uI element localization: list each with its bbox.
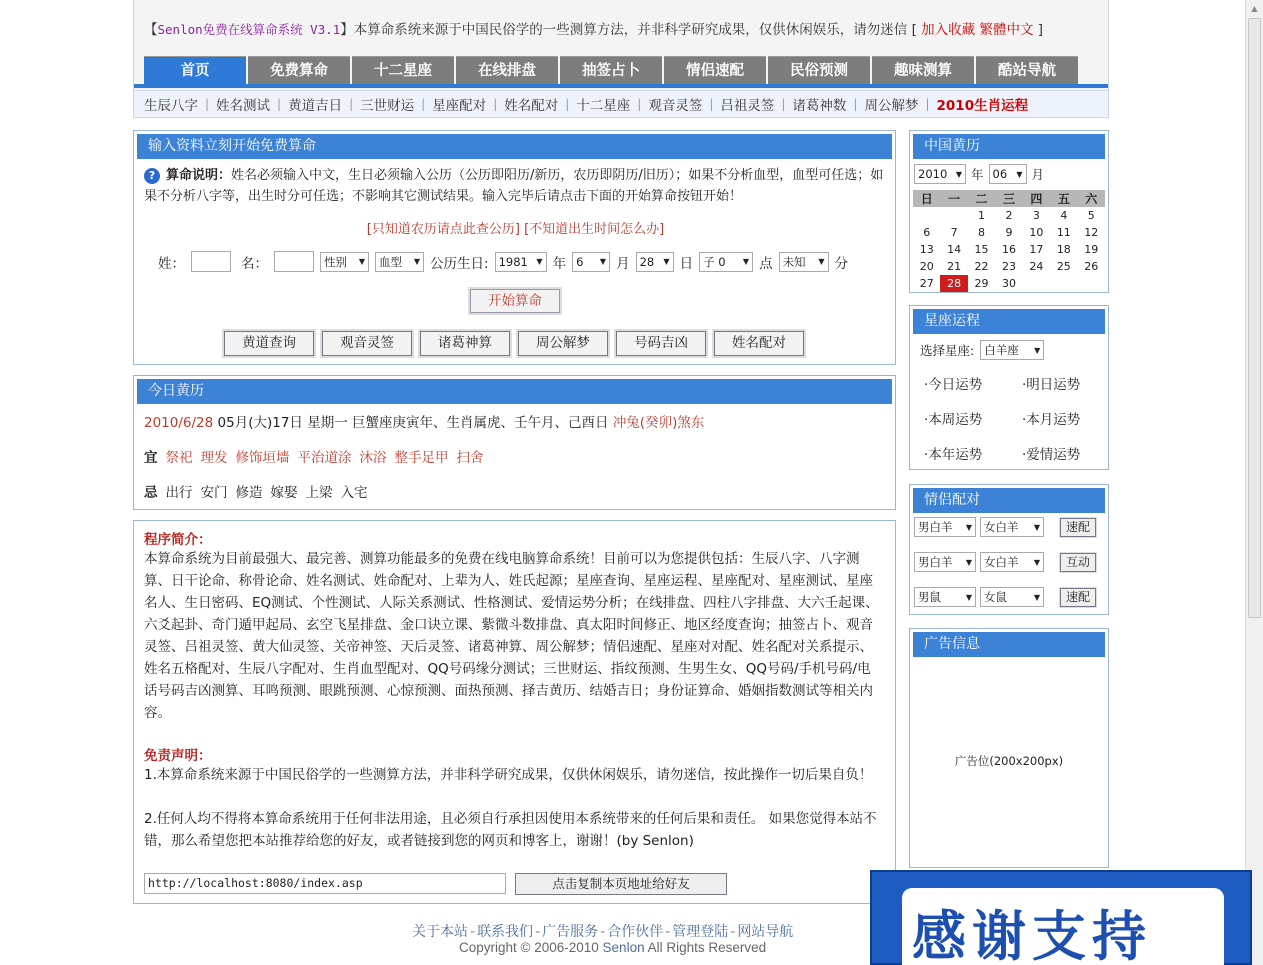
year-select[interactable]: 1981 ▼ (495, 252, 547, 272)
nav-tab-zodiac[interactable]: 十二星座 (352, 56, 454, 85)
nav-tab-divination[interactable]: 抽签占卜 (560, 56, 662, 85)
calendar-grid (913, 190, 1105, 292)
calendar-year-unit: 年 (971, 167, 984, 182)
thanks-banner[interactable] (870, 870, 1252, 965)
calendar-day[interactable]: 27 (919, 277, 934, 290)
add-favorite-link[interactable]: 加入收藏 (921, 22, 976, 38)
subnav-item-2010-zodiac[interactable]: 2010生肖运程 (936, 98, 1029, 114)
lunar-date: 05月(大)17日 星期一 巨蟹座庚寅年、生肖属虎、壬午月、己酉日 (217, 415, 609, 431)
couple-row (914, 552, 1096, 572)
couple-match-panel (909, 484, 1109, 615)
suitable-label: 宜 (144, 450, 158, 466)
female-select[interactable]: 女鼠 ▼ (980, 587, 1044, 607)
calendar-day[interactable]: 16 (1001, 243, 1016, 256)
avoid-line (144, 481, 376, 501)
interact-button[interactable]: 互动 (1060, 553, 1096, 572)
instructions-label: 算命说明： (166, 168, 232, 183)
footer-link[interactable]: 合作伙伴 (607, 924, 664, 940)
avoid-item: 出行 (165, 485, 193, 501)
male-select[interactable]: 男鼠 ▼ (914, 587, 976, 607)
female-select[interactable]: 女白羊 ▼ (980, 517, 1044, 537)
given-name-input[interactable] (274, 251, 314, 272)
quick-button[interactable]: 号码吉凶 (616, 331, 706, 356)
surname-label: 姓： (158, 255, 185, 272)
calendar-day[interactable]: 9 (1005, 226, 1013, 239)
weekday-header: 日 (913, 190, 940, 207)
suitable-item: 平治道涂 (297, 450, 352, 466)
panel-title: 星座运程 (913, 309, 1105, 334)
nav-tab-couple-match[interactable]: 情侣速配 (664, 56, 766, 85)
calendar-day[interactable]: 3 (1032, 209, 1040, 222)
year-fortune-link[interactable]: ·本年运势 (924, 447, 983, 463)
day-select[interactable]: 28 ▼ (636, 252, 674, 272)
weekday-header: 四 (1023, 190, 1050, 207)
calendar-year-select[interactable]: 2010 ▼ (914, 164, 966, 184)
ad-panel (909, 628, 1109, 868)
quick-button[interactable]: 观音灵签 (322, 331, 412, 356)
subnav-item[interactable]: 姓名测试 (216, 98, 271, 114)
calendar-day[interactable]: 8 (978, 226, 986, 239)
surname-input[interactable] (191, 251, 231, 272)
footer-link[interactable]: 网站导航 (737, 924, 794, 940)
suitable-item: 整手足甲 (394, 450, 449, 466)
nav-tab-free-fortune[interactable]: 免费算命 (248, 56, 350, 85)
calendar-day (940, 207, 967, 224)
calendar-day[interactable]: 14 (947, 243, 962, 256)
birthday-label: 公历生日: (430, 255, 489, 272)
calendar-day[interactable]: 24 (1029, 260, 1044, 273)
calendar-month-unit: 月 (1031, 167, 1045, 182)
calendar-day[interactable]: 4 (1060, 209, 1068, 222)
nav-underline (134, 84, 1108, 88)
almanac-date-line (144, 411, 704, 431)
copy-url-button[interactable]: 点击复制本页地址给好友 (515, 873, 727, 895)
birth-form (158, 251, 848, 272)
subnav-item[interactable]: 吕祖灵签 (720, 98, 775, 114)
calendar-day[interactable]: 26 (1084, 260, 1099, 273)
subnav-item[interactable]: 黄道吉日 (288, 98, 343, 114)
calendar-day[interactable]: 20 (919, 260, 934, 273)
calendar-day[interactable]: 21 (947, 260, 962, 273)
quick-buttons (224, 331, 804, 356)
footer-link[interactable]: 联系我们 (477, 924, 534, 940)
panel-title: 中国黄历 (913, 134, 1105, 159)
calendar-day[interactable]: 13 (919, 243, 934, 256)
banner-text: 感谢支持 (912, 904, 1152, 965)
hour-select[interactable]: 子 0 ▼ (699, 252, 753, 272)
calendar-day[interactable]: 17 (1029, 243, 1044, 256)
subnav-item[interactable]: 诸葛神数 (792, 98, 847, 114)
intro-heading: 程序简介： (144, 532, 212, 548)
instructions-text: 姓名必须输入中文，生日必须输入公历（公历即阳历/新历，农历即阴历/旧历）；如果不分析血型，血型可任选；如果不分析八字等，出生时分可任选；不影响其它测试结果。输入完毕后请点击下面的开始算命按钮开始！ (144, 168, 884, 204)
help-icon: ? (144, 168, 160, 184)
intro-text: 本算命系统为目前最强大、最完善、测算功能最多的免费在线电脑算命系统！目前可以为您提供包括：生辰八字、八字测算、日干论命、称骨论命、姓名测试、姓命配对、上辈为人、姓氏起源；星座查询、星座运程、星座配对、星座测试、星座名人、生日密码、EQ测试、个性测试、人际关系测试、性格测试、爱情运势分析；在线排盘、四柱八字排盘、大六壬起课、六爻起卦、奇门遁甲起局、玄空飞星排盘、金口诀立课、紫微斗数排盘、真太阳时间修正、地区经度查询；抽签占卜、观音灵签、吕祖灵签、黄大仙灵签、关帝神签、天后灵签、诸葛神算、周公解梦；情侣速配、星座对对配、姓名配对关系提示、姓名五格配对、生辰八字配对、生肖血型配对、QQ号码缘分测试；三世财运、指纹预测、生男生女、QQ号码/手机号码/电话号码吉凶测算、耳鸣预测、眼跳预测、心惊预测、面热预测、择吉黄历、结婚吉日；身份证算命、婚姻指数测试等相关内容。 (144, 551, 879, 721)
scroll-up-icon[interactable]: ▲ (1251, 4, 1258, 13)
nav-tab-fun-test[interactable]: 趣味测算 (872, 56, 974, 85)
subnav-item[interactable]: 观音灵签 (648, 98, 703, 114)
match-button[interactable]: 速配 (1060, 518, 1096, 537)
calendar-day[interactable]: 25 (1056, 260, 1071, 273)
footer-link[interactable]: 管理登陆 (672, 924, 729, 940)
calendar-day (1023, 275, 1050, 292)
calendar-day[interactable]: 7 (950, 226, 958, 239)
today-almanac-panel (133, 375, 896, 510)
calendar-day-today[interactable]: 28 (940, 275, 967, 292)
avoid-item: 上梁 (305, 485, 333, 501)
calendar-day[interactable]: 5 (1087, 209, 1095, 222)
disclaimer-item-2: 2.任何人均不得将本算命系统用于任何非法用途，且必须自行承担因使用本系统带来的任何后果和责任。 如果您觉得本站不错，那么希望您把本站推荐给您的好友，或者链接到您的网页和博客上，谢谢！(by Senlon) (144, 811, 877, 849)
calendar-day (1078, 275, 1105, 292)
avoid-item: 入宅 (340, 485, 368, 501)
vertical-scrollbar[interactable] (1245, 0, 1263, 965)
tomorrow-fortune-link[interactable]: ·明日运势 (1022, 377, 1081, 393)
calendar-selectors (914, 164, 1044, 184)
bracket-open: 【 (144, 22, 158, 38)
calendar-day[interactable]: 2 (1005, 209, 1013, 222)
panel-title: 今日黄历 (137, 379, 892, 404)
footer-link[interactable]: 广告服务 (542, 924, 599, 940)
page-url-input[interactable]: http://localhost:8080/index.asp (144, 873, 506, 894)
zodiac-select-label: 选择星座: (920, 343, 975, 358)
minute-unit: 分 (834, 255, 849, 272)
subnav-item[interactable]: 星座配对 (432, 98, 487, 114)
disclaimer-heading: 免责声明： (144, 748, 212, 764)
copyright (459, 940, 766, 955)
zodiac-selector (920, 340, 1044, 360)
calendar-day[interactable]: 10 (1029, 226, 1044, 239)
copyright-brand-link[interactable]: Senlon (602, 940, 645, 955)
avoid-item: 安门 (200, 485, 228, 501)
panel-title: 输入资料立刻开始免费算命 (137, 134, 892, 159)
suitable-line (144, 446, 492, 466)
nav-tab-site-guide[interactable]: 酷站导航 (976, 56, 1078, 85)
clash-text: 冲兔(癸卯)煞东 (612, 415, 705, 431)
panel-title: 广告信息 (913, 632, 1105, 657)
calendar-day[interactable]: 19 (1084, 243, 1099, 256)
weekday-header: 五 (1050, 190, 1077, 207)
calendar-day[interactable]: 11 (1056, 226, 1071, 239)
page-header (133, 0, 1109, 118)
subnav-item[interactable]: 三世财运 (360, 98, 415, 114)
year-unit: 年 (552, 255, 567, 272)
lunar-lookup-link[interactable]: [只知道农历请点此查公历] (366, 222, 520, 237)
subnav-item[interactable]: 生辰八字 (144, 98, 198, 114)
calendar-day (913, 207, 940, 224)
footer-link[interactable]: 关于本站 (412, 924, 468, 940)
nav-tab-folk-prediction[interactable]: 民俗预测 (768, 56, 870, 85)
month-fortune-link[interactable]: ·本月运势 (1022, 412, 1081, 428)
suitable-item: 祭祀 (165, 450, 193, 466)
copyright-suffix: All Rights Reserved (644, 940, 767, 955)
calendar-day[interactable]: 23 (1001, 260, 1016, 273)
blood-type-select[interactable]: 血型 ▼ (375, 252, 424, 272)
calendar-month-select[interactable]: 06 ▼ (989, 164, 1027, 184)
male-select[interactable]: 男白羊 ▼ (914, 517, 976, 537)
calendar-day[interactable]: 30 (1001, 277, 1016, 290)
hint-links (134, 218, 897, 237)
calendar-day[interactable]: 18 (1056, 243, 1071, 256)
footer-links: 关于本站 - 联系我们 - 广告服务 - 合作伙伴 - 管理登陆 - 网站导航 (412, 924, 794, 940)
quick-button[interactable]: 黄道查询 (224, 331, 314, 356)
calendar-day[interactable]: 12 (1084, 226, 1099, 239)
given-name-label: 名： (241, 255, 268, 272)
calendar-day[interactable]: 1 (978, 209, 986, 222)
calendar-panel (909, 130, 1109, 293)
avoid-item: 嫁娶 (270, 485, 298, 501)
quick-button[interactable]: 周公解梦 (518, 331, 608, 356)
weekday-header: 六 (1078, 190, 1105, 207)
weekday-header: 二 (968, 190, 995, 207)
quick-button[interactable]: 诸葛神算 (420, 331, 510, 356)
traditional-chinese-link[interactable]: 繁體中文 (979, 22, 1034, 38)
fortune-form-panel (133, 130, 896, 365)
month-select[interactable]: 6 ▼ (572, 252, 610, 272)
couple-row (914, 587, 1096, 607)
quick-button[interactable]: 姓名配对 (714, 331, 804, 356)
disclaimer-item-1: 1.本算命系统来源于中国民俗学的一些测算方法，并非科学研究成果，仅供休闲娱乐，请勿迷信，按此操作一切后果自负！ (144, 767, 873, 783)
weekday-header: 三 (995, 190, 1022, 207)
scrollbar-thumb[interactable] (1248, 18, 1261, 618)
female-select[interactable]: 女白羊 ▼ (980, 552, 1044, 572)
brand-title[interactable]: Senlon免费在线算命系统 V3.1 (157, 22, 341, 37)
day-unit: 日 (679, 255, 694, 272)
calendar-day (1050, 275, 1077, 292)
subnav-item[interactable]: 姓名配对 (504, 98, 559, 114)
suitable-item: 沐浴 (359, 450, 387, 466)
calendar-day[interactable]: 22 (974, 260, 989, 273)
calendar-day[interactable]: 29 (974, 277, 989, 290)
suitable-item: 修饰垣墙 (235, 450, 290, 466)
male-select[interactable]: 男白羊 ▼ (914, 552, 976, 572)
bracket-close-2: ] (1037, 22, 1044, 38)
announcement (144, 18, 1043, 38)
subnav-item[interactable]: 十二星座 (576, 98, 631, 114)
gender-select[interactable]: 性别 ▼ (320, 252, 369, 272)
unknown-time-link[interactable]: [不知道出生时间怎么办] (524, 222, 665, 237)
bracket-open-2: [ (911, 22, 917, 38)
ad-placeholder[interactable]: 广告位(200x200px) (954, 754, 1064, 768)
calendar-day[interactable]: 6 (923, 226, 931, 239)
top-bar (133, 0, 1109, 118)
today-fortune-link[interactable]: ·今日运势 (924, 377, 983, 393)
start-fortune-button[interactable]: 开始算命 (470, 289, 560, 313)
bracket-close: 】 (340, 22, 354, 38)
suitable-item: 扫舍 (456, 450, 484, 466)
zodiac-select[interactable]: 白羊座 ▼ (980, 340, 1044, 360)
zodiac-panel (909, 305, 1109, 470)
weekday-header: 一 (940, 190, 967, 207)
match-button[interactable]: 速配 (1060, 588, 1096, 607)
subnav-item[interactable]: 周公解梦 (864, 98, 919, 114)
minute-select[interactable]: 未知 ▼ (779, 252, 829, 272)
panel-title: 情侣配对 (913, 488, 1105, 513)
nav-tab-online-chart[interactable]: 在线排盘 (456, 56, 558, 85)
sub-nav: 生辰八字 | 姓名测试 | 黄道吉日 | 三世财运 | 星座配对 | 姓名配对 | 十二星座 | 观音灵签 | 吕祖灵签 | 诸葛神数 | 周公解梦 | 2010生肖运程 (134, 90, 1108, 117)
avoid-item: 修造 (235, 485, 263, 501)
love-fortune-link[interactable]: ·爱情运势 (1022, 447, 1081, 463)
month-unit: 月 (616, 255, 630, 272)
almanac-date: 2010/6/28 (144, 415, 214, 431)
hour-unit: 点 (759, 255, 773, 272)
calendar-day[interactable]: 15 (974, 243, 989, 256)
suitable-item: 理发 (200, 450, 228, 466)
intro-panel (133, 520, 896, 904)
week-fortune-link[interactable]: ·本周运势 (924, 412, 983, 428)
nav-tab-home[interactable]: 首页 (144, 56, 246, 85)
notice-text: 本算命系统来源于中国民俗学的一些测算方法，并非科学研究成果，仅供休闲娱乐，请勿迷信 (353, 22, 908, 38)
main-nav (144, 56, 1078, 85)
avoid-label: 忌 (144, 485, 158, 501)
instructions (144, 165, 884, 207)
couple-row (914, 517, 1096, 537)
copyright-text: Copyright © 2006-2010 (459, 940, 603, 955)
